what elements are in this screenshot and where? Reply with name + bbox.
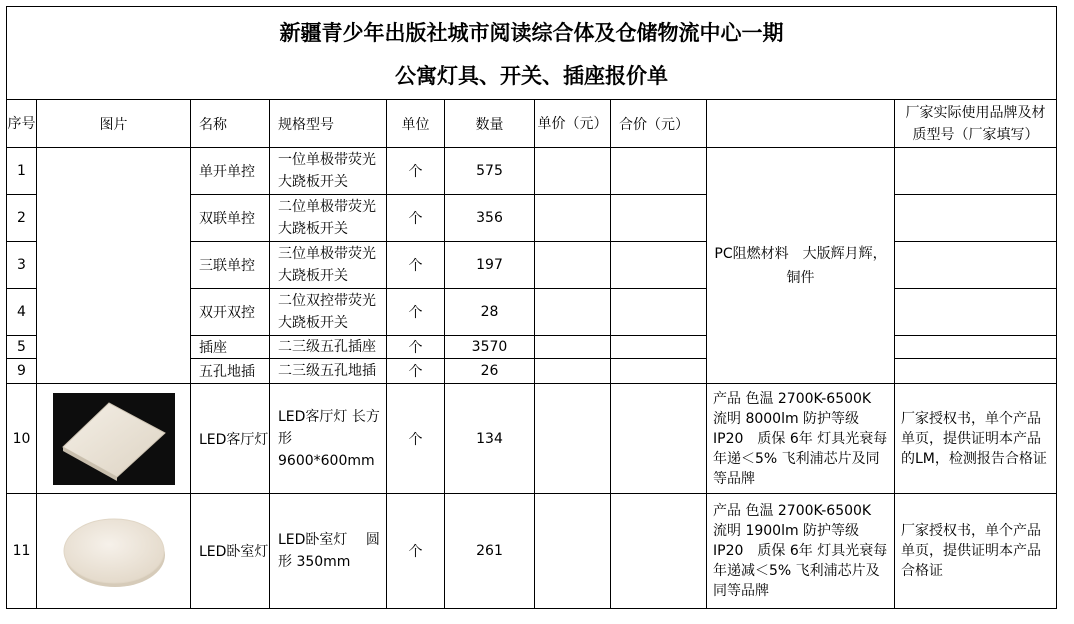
row-unit: 个 (387, 195, 445, 242)
row-total[interactable] (611, 384, 707, 494)
row-name: 五孔地插 (191, 359, 270, 384)
switch-image-cell (37, 148, 191, 384)
table-title (7, 7, 1057, 100)
row-brand[interactable] (895, 336, 1057, 359)
row-spec: 二三级五孔地插 (270, 359, 387, 384)
header-name: 名称 (191, 100, 270, 148)
lamp-brand: 厂家授权书，单个产品单页，提供证明本产品合格证 (895, 494, 1057, 609)
row-qty: 26 (445, 359, 535, 384)
living-room-lamp-image (37, 384, 191, 494)
row-spec: LED卧室灯 圆形 350mm (270, 494, 387, 609)
row-name: 插座 (191, 336, 270, 359)
row-name: 双联单控 (191, 195, 270, 242)
row-unit-price[interactable] (535, 148, 611, 195)
lamp-description: 产品 色温 2700K-6500K 流明 1900lm 防护等级 IP20 质保 6年 灯具光衰每年递减＜5% 飞利浦芯片及同等品牌 (707, 494, 895, 609)
row-spec: 二位双控带荧光大跷板开关 (270, 289, 387, 336)
header-unit: 单位 (387, 100, 445, 148)
header-qty: 数量 (445, 100, 535, 148)
row-qty: 356 (445, 195, 535, 242)
row-spec: 一位单极带荧光大跷板开关 (270, 148, 387, 195)
row-spec: 二位单极带荧光大跷板开关 (270, 195, 387, 242)
header-image: 图片 (37, 100, 191, 148)
rectangular-lamp-icon (53, 393, 175, 485)
row-seq: 10 (7, 384, 37, 494)
header-material (707, 100, 895, 148)
row-spec: 三位单极带荧光大跷板开关 (270, 242, 387, 289)
row-seq: 3 (7, 242, 37, 289)
row-unit: 个 (387, 494, 445, 609)
row-spec: LED客厅灯 长方形 9600*600mm (270, 384, 387, 494)
row-qty: 575 (445, 148, 535, 195)
row-total[interactable] (611, 494, 707, 609)
row-unit: 个 (387, 148, 445, 195)
row-seq: 4 (7, 289, 37, 336)
row-qty: 261 (445, 494, 535, 609)
header-spec: 规格型号 (270, 100, 387, 148)
title-line-2: 公寓灯具、开关、插座报价单 (395, 63, 668, 88)
row-unit: 个 (387, 384, 445, 494)
table-row (7, 494, 1057, 609)
header-row (7, 100, 1057, 148)
row-total[interactable] (611, 148, 707, 195)
row-unit: 个 (387, 359, 445, 384)
row-name: LED卧室灯 (191, 494, 270, 609)
row-seq: 11 (7, 494, 37, 609)
switch-material: PC阻燃材料 大版辉月辉，铜件 (707, 148, 895, 384)
row-total[interactable] (611, 359, 707, 384)
header-total: 合价（元） (611, 100, 707, 148)
row-name: 三联单控 (191, 242, 270, 289)
row-total[interactable] (611, 336, 707, 359)
row-unit: 个 (387, 289, 445, 336)
row-unit-price[interactable] (535, 494, 611, 609)
row-total[interactable] (611, 242, 707, 289)
lamp-brand: 厂家授权书，单个产品单页，提供证明本产品的LM，检测报告合格证 (895, 384, 1057, 494)
header-seq: 序号 (7, 100, 37, 148)
row-brand[interactable] (895, 148, 1057, 195)
row-name: 单开单控 (191, 148, 270, 195)
row-total[interactable] (611, 289, 707, 336)
header-brand: 厂家实际使用品牌及材质型号（厂家填写） (895, 100, 1057, 148)
row-unit-price[interactable] (535, 359, 611, 384)
row-qty: 28 (445, 289, 535, 336)
table-row (7, 148, 1057, 195)
row-brand[interactable] (895, 195, 1057, 242)
row-seq: 1 (7, 148, 37, 195)
row-unit-price[interactable] (535, 384, 611, 494)
header-unit-price: 单价（元） (535, 100, 611, 148)
row-name: LED客厅灯 (191, 384, 270, 494)
row-unit-price[interactable] (535, 336, 611, 359)
row-spec: 二三级五孔插座 (270, 336, 387, 359)
row-qty: 3570 (445, 336, 535, 359)
round-lamp-icon (59, 511, 169, 591)
row-seq: 2 (7, 195, 37, 242)
row-qty: 134 (445, 384, 535, 494)
row-seq: 9 (7, 359, 37, 384)
title-line-1: 新疆青少年出版社城市阅读综合体及仓储物流中心一期 (279, 20, 784, 45)
row-unit-price[interactable] (535, 242, 611, 289)
table-row (7, 384, 1057, 494)
bedroom-lamp-image (37, 494, 191, 609)
row-unit: 个 (387, 336, 445, 359)
row-brand[interactable] (895, 289, 1057, 336)
row-unit-price[interactable] (535, 289, 611, 336)
row-unit-price[interactable] (535, 195, 611, 242)
row-qty: 197 (445, 242, 535, 289)
row-name: 双开双控 (191, 289, 270, 336)
lamp-description: 产品 色温 2700K-6500K 流明 8000lm 防护等级 IP20 质保 6年 灯具光衰每年递＜5% 飞利浦芯片及同等品牌 (707, 384, 895, 494)
row-brand[interactable] (895, 242, 1057, 289)
row-seq: 5 (7, 336, 37, 359)
quote-table (6, 6, 1057, 609)
row-total[interactable] (611, 195, 707, 242)
row-unit: 个 (387, 242, 445, 289)
row-brand[interactable] (895, 359, 1057, 384)
